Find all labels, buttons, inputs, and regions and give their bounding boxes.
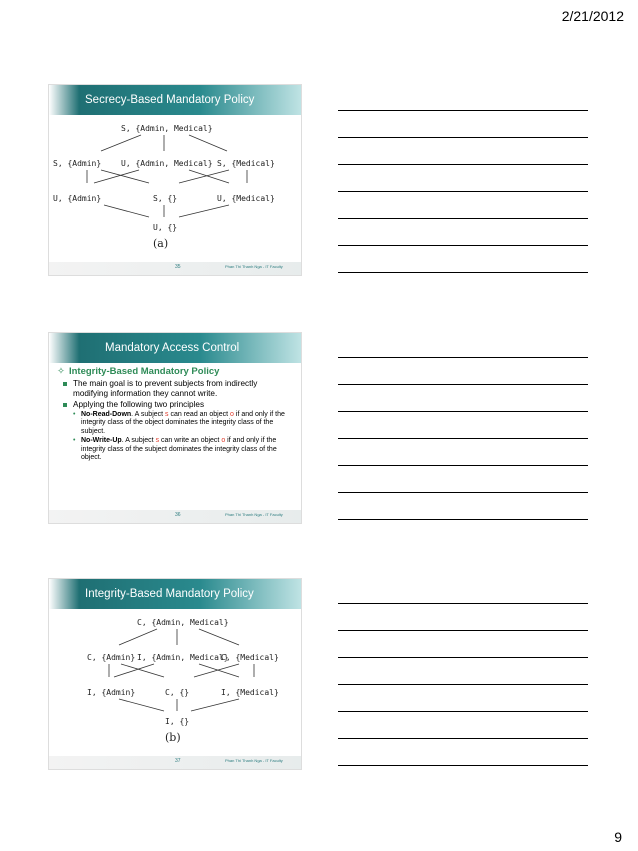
slide-author: Phan Thi Thanh Nga - IT Faculty	[225, 512, 283, 517]
slide-title: Mandatory Access Control	[105, 342, 240, 354]
note-line	[338, 603, 588, 604]
slide-author: Phan Thi Thanh Nga - IT Faculty	[225, 758, 283, 763]
principle-no-read-down: • No-Read-Down. A subject s can read an object o if and only if the integrity class of the object dominates the integrity class of the subject.	[73, 411, 285, 435]
slide-title: Secrecy-Based Mandatory Policy	[85, 94, 255, 106]
lattice-node-low-left: I, {Admin}	[87, 688, 136, 697]
slide-title: Integrity-Based Mandatory Policy	[85, 588, 254, 600]
dot-bullet-icon: •	[73, 437, 76, 445]
lattice-node-mid-center: U, {Admin, Medical}	[121, 159, 213, 168]
note-line	[338, 438, 588, 439]
square-bullet-icon	[63, 382, 67, 386]
lattice-node-mid-left: S, {Admin}	[53, 159, 102, 168]
note-line	[338, 411, 588, 412]
lattice-node-low-right: U, {Medical}	[217, 194, 275, 203]
slide-author: Phan Thi Thanh Nga - IT Faculty	[225, 264, 283, 269]
square-bullet-icon	[63, 403, 67, 407]
lattice-node-low-right: I, {Medical}	[221, 688, 279, 697]
note-line	[338, 630, 588, 631]
note-line	[338, 357, 588, 358]
lattice-caption: (b)	[165, 731, 181, 744]
slide-page-number: 36	[175, 512, 181, 518]
lattice-node-mid-right: S, {Medical}	[217, 159, 275, 168]
integrity-lattice-diagram	[49, 615, 301, 745]
note-line	[338, 245, 588, 246]
note-line	[338, 765, 588, 766]
slide-footer	[49, 510, 301, 523]
slide-35	[48, 84, 302, 276]
note-line	[338, 657, 588, 658]
bullet-goal: The main goal is to prevent subjects from indirectly modifying information they cannot write.	[57, 379, 293, 399]
slide-heading: ✧ Integrity-Based Mandatory Policy	[57, 366, 220, 377]
note-line	[338, 711, 588, 712]
slide-header	[49, 333, 301, 363]
lattice-node-bottom: U, {}	[153, 223, 178, 232]
note-line	[338, 384, 588, 385]
note-line	[338, 465, 588, 466]
note-line	[338, 191, 588, 192]
lattice-node-low-center: C, {}	[165, 688, 190, 697]
slide-header	[49, 579, 301, 609]
note-line	[338, 137, 588, 138]
lattice-node-mid-left: C, {Admin}	[87, 653, 136, 662]
note-line	[338, 519, 588, 520]
slide-37	[48, 578, 302, 770]
note-line	[338, 164, 588, 165]
print-date: 2/21/2012	[561, 8, 624, 24]
lattice-node-low-left: U, {Admin}	[53, 194, 102, 203]
slide-page-number: 37	[175, 758, 181, 764]
lattice-node-top: C, {Admin, Medical}	[137, 618, 229, 627]
diamond-bullet-icon: ✧	[57, 366, 65, 377]
note-line	[338, 218, 588, 219]
page-number: 9	[614, 829, 622, 845]
principle-no-write-up: • No-Write-Up. A subject s can write an object o if and only if the integrity class of the subject dominates the integrity class of the object.	[73, 437, 277, 462]
slide-36	[48, 332, 302, 524]
note-line	[338, 272, 588, 273]
bullet-principles: Applying the following two principles	[57, 400, 293, 410]
note-line	[338, 738, 588, 739]
lattice-node-mid-center: I, {Admin, Medical}	[137, 653, 229, 662]
slide-footer	[49, 756, 301, 769]
slide-page-number: 35	[175, 264, 181, 270]
dot-bullet-icon: •	[73, 411, 76, 418]
lattice-caption: (a)	[153, 237, 169, 250]
note-line	[338, 492, 588, 493]
lattice-node-bottom: I, {}	[165, 717, 190, 726]
note-line	[338, 110, 588, 111]
slide-content	[57, 367, 293, 463]
lattice-node-low-center: S, {}	[153, 194, 178, 203]
lattice-node-mid-right: C, {Medical}	[221, 653, 279, 662]
secrecy-lattice-diagram	[49, 121, 301, 251]
lattice-node-top: S, {Admin, Medical}	[121, 124, 213, 133]
note-line	[338, 684, 588, 685]
slide-header	[49, 85, 301, 115]
slide-footer	[49, 262, 301, 275]
